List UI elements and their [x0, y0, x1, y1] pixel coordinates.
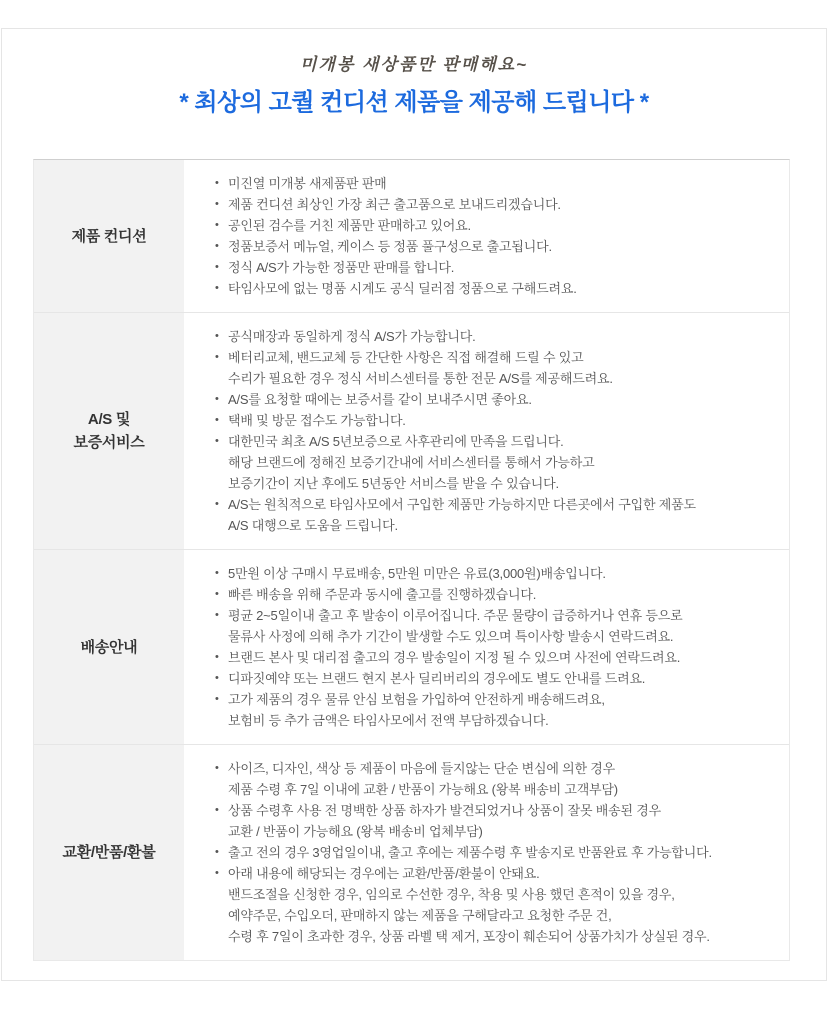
- item-line: 정식 A/S가 가능한 정품만 판매를 합니다.: [228, 260, 455, 275]
- section-content: [184, 745, 789, 960]
- item-line: 미진열 미개봉 새제품판 판매: [228, 176, 387, 191]
- item-line: 물류사 사정에 의해 추가 기간이 발생할 수도 있으며 특이사항 발송시 연락드려요.: [228, 629, 674, 644]
- bullet-icon: •: [215, 651, 219, 663]
- item-line: 수리가 필요한 경우 정식 서비스센터를 통한 전문 A/S를 제공해드려요.: [228, 371, 613, 386]
- list-item: [214, 194, 773, 215]
- list-item: [214, 584, 773, 605]
- bullet-icon: •: [215, 330, 219, 342]
- bullet-icon: •: [215, 282, 219, 294]
- list-item: [214, 758, 773, 800]
- list-item: [214, 431, 773, 494]
- list-item: [214, 236, 773, 257]
- info-table: [33, 159, 790, 961]
- content-frame: [1, 28, 827, 981]
- item-line: 아래 내용에 해당되는 경우에는 교환/반품/환불이 안돼요.: [228, 866, 540, 881]
- item-line: 해당 브랜드에 정해진 보증기간내에 서비스센터를 통해서 가능하고: [228, 455, 595, 470]
- info-section: [34, 550, 789, 745]
- info-section: [34, 160, 789, 313]
- item-line: 출고 전의 경우 3영업일이내, 출고 후에는 제품수령 후 발송지로 반품완료 후 가능합니다.: [228, 845, 712, 860]
- list-item: [214, 494, 773, 536]
- bullet-icon: •: [215, 414, 219, 426]
- list-item: [214, 410, 773, 431]
- item-line: 베터리교체, 밴드교체 등 간단한 사항은 직접 해결해 드릴 수 있고: [228, 350, 584, 365]
- list-item: [214, 863, 773, 947]
- item-line: 보험비 등 추가 금액은 타임사모에서 전액 부담하겠습니다.: [228, 713, 549, 728]
- item-line: 디파짓예약 또는 브랜드 현지 본사 딜리버리의 경우에도 별도 안내를 드려요.: [228, 671, 646, 686]
- list-item: [214, 668, 773, 689]
- section-content: [184, 550, 789, 744]
- bullet-icon: •: [215, 762, 219, 774]
- item-line: 브랜드 본사 및 대리점 출고의 경우 발송일이 지정 될 수 있으며 사전에 연락드려요.: [228, 650, 681, 665]
- bullet-icon: •: [215, 219, 219, 231]
- bullet-icon: •: [215, 867, 219, 879]
- item-line: 타임사모에 없는 명품 시계도 공식 딜러점 정품으로 구해드려요.: [228, 281, 577, 296]
- section-content: [184, 160, 789, 312]
- item-line: 빠른 배송을 위해 주문과 동시에 출고를 진행하겠습니다.: [228, 587, 537, 602]
- item-line: 공식매장과 동일하게 정식 A/S가 가능합니다.: [228, 329, 476, 344]
- bullet-icon: •: [215, 261, 219, 273]
- section-title-line: 교환/반품/환불: [62, 844, 156, 861]
- list-item: [214, 842, 773, 863]
- bullet-icon: •: [215, 393, 219, 405]
- item-line: 상품 수령후 사용 전 명백한 상품 하자가 발견되었거나 상품이 잘못 배송된 경우: [228, 803, 661, 818]
- section-title: [34, 160, 184, 312]
- item-line: 제품 컨디션 최상인 가장 최근 출고품으로 보내드리겠습니다.: [228, 197, 561, 212]
- item-line: 5만원 이상 구매시 무료배송, 5만원 미만은 유료(3,000원)배송입니다.: [228, 566, 606, 581]
- item-line: 택배 및 방문 접수도 가능합니다.: [228, 413, 406, 428]
- item-line: 사이즈, 디자인, 색상 등 제품이 마음에 들지않는 단순 변심에 의한 경우: [228, 761, 615, 776]
- item-line: A/S는 원칙적으로 타임사모에서 구입한 제품만 가능하지만 다른곳에서 구입한 제품도: [228, 497, 696, 512]
- section-title-line: A/S 및: [87, 411, 131, 428]
- section-title-line: 제품 컨디션: [71, 227, 147, 245]
- list-item: [214, 689, 773, 731]
- item-line: 평균 2~5일이내 출고 후 발송이 이루어집니다. 주문 물량이 급증하거나 연휴 등으로: [228, 608, 683, 623]
- section-title: [34, 313, 184, 549]
- item-line: 보증기간이 지난 후에도 5년동안 서비스를 받을 수 있습니다.: [228, 476, 559, 491]
- item-line: 교환 / 반품이 가능해요 (왕복 배송비 업체부담): [228, 824, 483, 839]
- bullet-icon: •: [215, 672, 219, 684]
- list-item: [214, 215, 773, 236]
- bullet-icon: •: [215, 177, 219, 189]
- bullet-icon: •: [215, 498, 219, 510]
- item-line: A/S를 요청할 때에는 보증서를 같이 보내주시면 좋아요.: [228, 392, 532, 407]
- list-item: [214, 647, 773, 668]
- item-line: 공인된 검수를 거친 제품만 판매하고 있어요.: [228, 218, 471, 233]
- bullet-icon: •: [215, 588, 219, 600]
- list-item: [214, 173, 773, 194]
- item-line: 수령 후 7일이 초과한 경우, 상품 라벨 택 제거, 포장이 훼손되어 상품가치가 상실된 경우.: [228, 929, 710, 944]
- item-line: 고가 제품의 경우 물류 안심 보험을 가입하여 안전하게 배송해드려요,: [228, 692, 605, 707]
- section-title: [34, 550, 184, 744]
- list-item: [214, 278, 773, 299]
- item-line: 예약주문, 수입오더, 판매하지 않는 제품을 구해달라고 요청한 주문 건,: [228, 908, 612, 923]
- list-item: [214, 800, 773, 842]
- list-item: [214, 326, 773, 347]
- list-item: [214, 347, 773, 389]
- handwritten-note: 미개봉 새상품만 판매해요~: [299, 55, 529, 74]
- list-item: [214, 389, 773, 410]
- bullet-icon: •: [215, 804, 219, 816]
- item-line: 대한민국 최초 A/S 5년보증으로 사후관리에 만족을 드립니다.: [228, 434, 564, 449]
- item-line: 정품보증서 메뉴얼, 케이스 등 정품 풀구성으로 출고됩니다.: [228, 239, 552, 254]
- section-title: [34, 745, 184, 960]
- bullet-icon: •: [215, 240, 219, 252]
- item-line: A/S 대행으로 도움을 드립니다.: [228, 518, 398, 533]
- page-title: * 최상의 고퀄 컨디션 제품을 제공해 드립니다 *: [179, 89, 649, 116]
- item-line: 제품 수령 후 7일 이내에 교환 / 반품이 가능해요 (왕복 배송비 고객부담): [228, 782, 618, 797]
- info-section: [34, 313, 789, 550]
- info-section: [34, 745, 789, 960]
- bullet-icon: •: [215, 693, 219, 705]
- bullet-icon: •: [215, 567, 219, 579]
- item-line: 밴드조절을 신청한 경우, 임의로 수선한 경우, 착용 및 사용 했던 흔적이 있을 경우,: [228, 887, 675, 902]
- list-item: [214, 563, 773, 584]
- bullet-icon: •: [215, 435, 219, 447]
- section-content: [184, 313, 789, 549]
- list-item: [214, 605, 773, 647]
- bullet-icon: •: [215, 198, 219, 210]
- bullet-icon: •: [215, 351, 219, 363]
- section-title-line: 배송안내: [80, 638, 138, 656]
- bullet-icon: •: [215, 609, 219, 621]
- section-title-line: 보증서비스: [73, 434, 145, 451]
- bullet-icon: •: [215, 846, 219, 858]
- list-item: [214, 257, 773, 278]
